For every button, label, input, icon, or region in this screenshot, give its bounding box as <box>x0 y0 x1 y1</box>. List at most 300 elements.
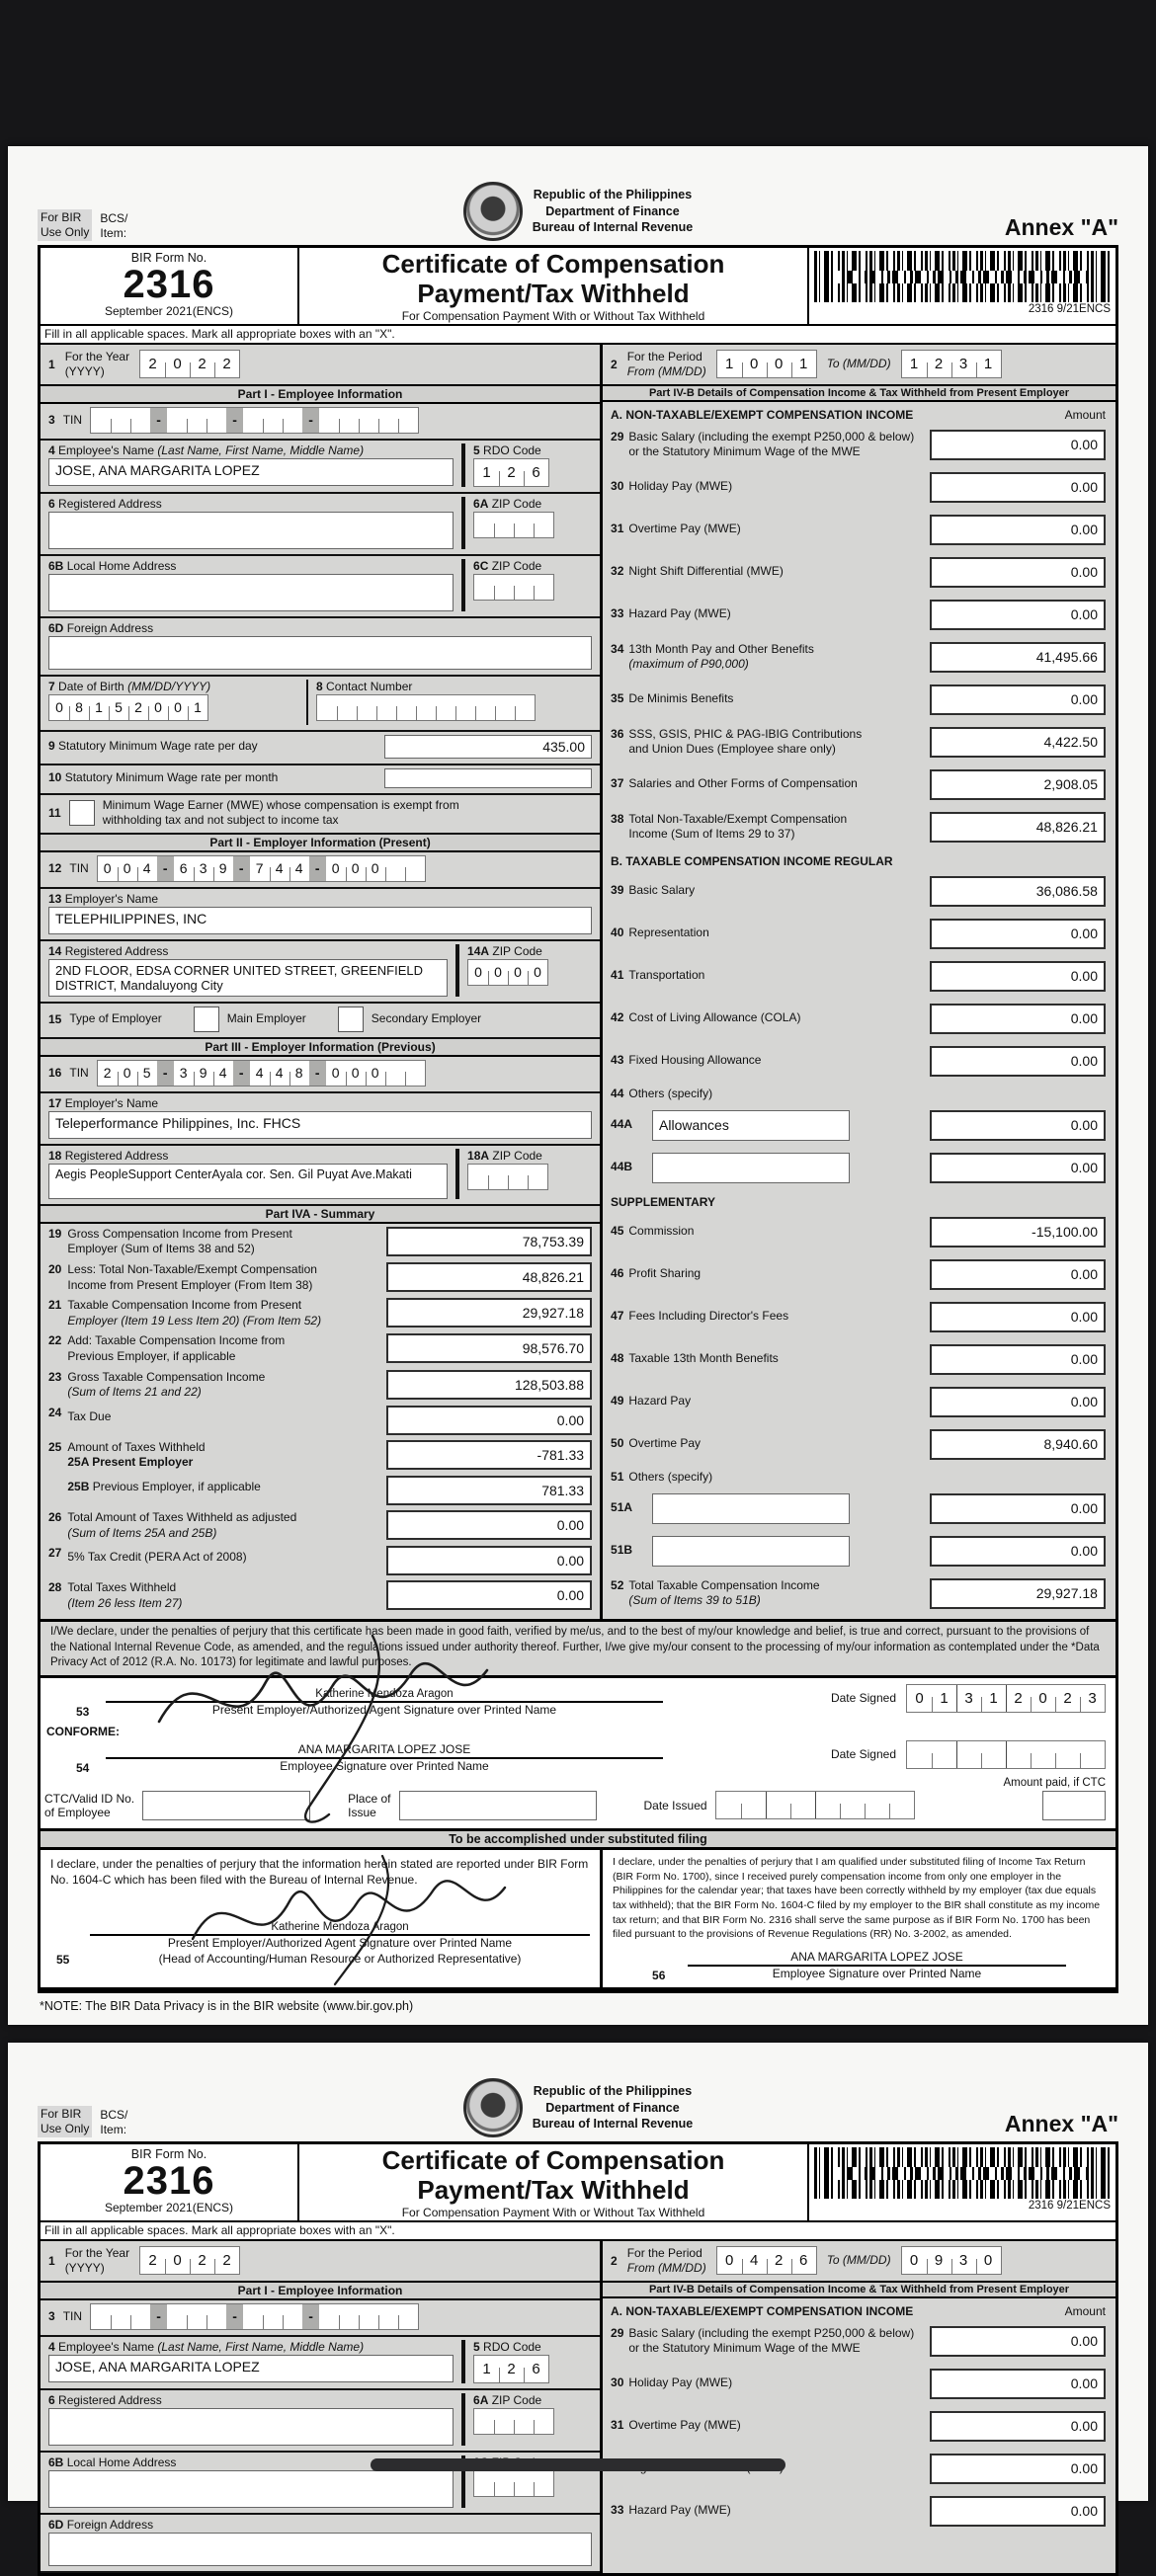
comb-cell[interactable]: 3 <box>194 856 213 881</box>
zip-comb-6a[interactable] <box>473 2408 554 2435</box>
section-b-header: B. TAXABLE COMPENSATION INCOME REGULAR <box>611 853 893 868</box>
comb-cell[interactable] <box>494 2471 514 2496</box>
conforme-label: CONFORME: <box>46 1724 120 1738</box>
comb-cell[interactable] <box>716 1792 741 1818</box>
employer-present-address-input[interactable]: 2ND FLOOR, EDSA CORNER UNITED STREET, GREENFIELD DISTRICT, Mandaluyong City <box>48 959 448 997</box>
comb-cell[interactable]: 1 <box>474 2356 499 2382</box>
dob-comb[interactable] <box>48 694 208 721</box>
comb-cell[interactable] <box>956 1741 981 1768</box>
form-header-strip <box>38 2072 1118 2137</box>
signature-56-printed-name: ANA MARGARITA LOPEZ JOSE <box>688 1950 1066 1967</box>
signature-56-label: Employee Signature over Printed Name <box>772 1966 982 1980</box>
comb-cell[interactable] <box>385 1061 405 1086</box>
comb-cell[interactable]: 0 <box>528 960 547 985</box>
row-40: 40 Representation 0.00 <box>603 913 1115 955</box>
comb-cell[interactable] <box>283 2304 302 2329</box>
tin-dash: - <box>150 2304 167 2329</box>
zip-comb-6c[interactable] <box>473 2470 554 2497</box>
amount-box-29[interactable]: 0.00 <box>930 430 1106 460</box>
comb-cell[interactable] <box>396 695 416 720</box>
comb-cell[interactable] <box>1055 1741 1080 1768</box>
ctc-id-input[interactable] <box>142 1791 310 1820</box>
period-to-comb[interactable] <box>901 2246 1002 2275</box>
comb-cell[interactable]: 4 <box>270 1061 289 1086</box>
amount-box-36[interactable]: 4,422.50 <box>930 727 1106 758</box>
comb-cell[interactable] <box>534 513 553 537</box>
comb-cell[interactable]: 4 <box>289 856 309 881</box>
registered-address-input[interactable] <box>48 512 454 549</box>
comb-cell[interactable]: 0 <box>508 960 528 985</box>
row-30: 30 Holiday Pay (MWE) 0.00 <box>603 2363 1115 2405</box>
amount-box-42[interactable]: 0.00 <box>930 1004 1106 1034</box>
comb-cell[interactable] <box>111 408 130 433</box>
bcs-box: For BIR Use Only BCS/ Item: <box>38 2106 285 2137</box>
zip-comb-6c[interactable] <box>473 574 554 601</box>
form-number-box: BIR Form No. 2316 September 2021(ENCS) <box>41 248 299 324</box>
ctc-row: CTC/Valid ID No. of Employee Place of Issue Date Issued <box>41 1789 1115 1828</box>
summary-box-20[interactable]: 48,826.21 <box>386 1262 592 1292</box>
comb-cell[interactable] <box>376 695 396 720</box>
date-signed-54-comb[interactable] <box>906 1740 1106 1769</box>
comb-cell[interactable]: 3 <box>174 1061 194 1086</box>
field-year: 1 For the Year (YYYY) 2 0 2 2 <box>41 345 603 384</box>
comb-cell[interactable]: 0 <box>165 351 190 377</box>
contact-comb[interactable] <box>316 694 536 721</box>
comb-cell[interactable] <box>319 408 339 433</box>
secondary-employer-checkbox[interactable] <box>338 1006 364 1032</box>
comb-cell[interactable]: 4 <box>270 856 289 881</box>
comb-cell[interactable] <box>187 408 206 433</box>
amount-box-51b[interactable]: 0.00 <box>930 1536 1106 1567</box>
comb-cell[interactable]: 0 <box>468 960 488 985</box>
period-from-comb[interactable] <box>716 2246 817 2275</box>
row-36: 36 SSS, GSIS, PHIC & PAG-IBIG Contributions and Union Dues (Employee share only) 4,422.50 <box>603 721 1115 764</box>
amount-box-50[interactable]: 8,940.60 <box>930 1429 1106 1460</box>
comb-cell[interactable] <box>378 2304 398 2329</box>
comb-cell[interactable] <box>474 513 494 537</box>
summary-row-21: 21 Taxable Compensation Income from Present Employer (Item 19 Less Item 20) (From Item 52) 29,927.18 <box>41 1295 600 1330</box>
amount-box-48[interactable]: 0.00 <box>930 1344 1106 1375</box>
comb-cell[interactable]: 2 <box>499 2356 524 2382</box>
comb-cell[interactable]: 6 <box>791 2247 816 2274</box>
employer-previous-address-input[interactable]: Aegis PeopleSupport CenterAyala cor. Sen. Gil Puyat Ave.Makati <box>48 1164 448 1199</box>
comb-cell[interactable] <box>508 1165 528 1189</box>
wage-per-day-input[interactable]: 435.00 <box>384 735 592 759</box>
comb-cell[interactable]: 0 <box>907 1685 932 1712</box>
date-signed-53-comb[interactable] <box>906 1684 1106 1713</box>
employee-name-input[interactable]: JOSE, ANA MARGARITA LOPEZ <box>48 458 454 486</box>
local-home-address-input[interactable] <box>48 2470 454 2508</box>
comb-cell[interactable]: 2 <box>1006 1685 1031 1712</box>
comb-cell[interactable] <box>339 2304 359 2329</box>
amount-box-41[interactable]: 0.00 <box>930 961 1106 992</box>
fill-instruction: Fill in all applicable spaces. Mark all appropriate boxes with an "X". <box>41 326 1115 345</box>
row-30: 30 Holiday Pay (MWE) 0.00 <box>603 466 1115 509</box>
comb-cell[interactable]: 3 <box>956 1685 981 1712</box>
comb-cell[interactable]: 0 <box>346 1061 366 1086</box>
comb-cell[interactable] <box>790 1792 815 1818</box>
comb-cell[interactable] <box>889 1792 914 1818</box>
comb-cell[interactable]: 2 <box>214 2247 239 2274</box>
comb-cell[interactable]: 7 <box>250 856 270 881</box>
rdo-comb[interactable] <box>473 2355 549 2383</box>
comb-cell[interactable]: 0 <box>118 1061 137 1086</box>
tin-dash: - <box>233 1061 250 1086</box>
comb-cell[interactable]: 5 <box>137 1061 157 1086</box>
comb-cell[interactable] <box>495 695 515 720</box>
amount-box-34[interactable]: 41,495.66 <box>930 642 1106 673</box>
comb-cell[interactable] <box>111 2304 130 2329</box>
part4a-header: Part IVA - Summary <box>41 1206 600 1224</box>
amount-box-44b[interactable]: 0.00 <box>930 1153 1106 1183</box>
zip-comb-14a[interactable] <box>467 959 548 986</box>
comb-cell[interactable]: 0 <box>98 856 118 881</box>
comb-cell[interactable]: 0 <box>742 351 767 377</box>
comb-cell[interactable] <box>455 695 475 720</box>
comb-cell[interactable]: 0 <box>717 2247 742 2274</box>
comb-cell[interactable]: 1 <box>89 695 109 720</box>
part4b-header: Part IV-B Details of Compensation Income & Tax Withheld from Present Employer <box>603 386 1115 402</box>
comb-cell[interactable] <box>815 1792 840 1818</box>
substituted-filing-section <box>41 1850 1115 1990</box>
comb-cell[interactable]: 0 <box>902 2247 927 2274</box>
barcode-box <box>807 2144 1115 2220</box>
comb-cell[interactable]: 8 <box>69 695 89 720</box>
comb-cell[interactable] <box>534 575 553 600</box>
comb-cell[interactable] <box>1006 1741 1031 1768</box>
comb-cell[interactable]: 6 <box>524 459 548 486</box>
date-issued-comb[interactable] <box>715 1791 915 1819</box>
comb-cell[interactable] <box>167 408 187 433</box>
tin-comb-employee[interactable] <box>90 407 419 434</box>
summary-box-19[interactable]: 78,753.39 <box>386 1227 592 1256</box>
comb-cell[interactable] <box>263 2304 283 2329</box>
comb-cell[interactable]: 1 <box>976 351 1001 377</box>
comb-cell[interactable] <box>385 856 405 881</box>
comb-cell[interactable]: 3 <box>951 2247 976 2274</box>
amount-box-37[interactable]: 2,908.05 <box>930 769 1106 800</box>
comb-cell[interactable]: 0 <box>767 351 791 377</box>
comb-cell[interactable]: 0 <box>1031 1685 1055 1712</box>
comb-cell[interactable]: 8 <box>289 1061 309 1086</box>
field-tin-employee: 3 TIN - - - <box>41 2300 600 2337</box>
amount-box-51a[interactable]: 0.00 <box>930 1493 1106 1524</box>
comb-cell[interactable]: 0 <box>976 2247 1001 2274</box>
comb-cell[interactable] <box>405 856 425 881</box>
comb-cell[interactable] <box>339 408 359 433</box>
field-employer-previous-name: 17 Employer's Name Teleperformance Philippines, Inc. FHCS <box>41 1093 600 1146</box>
comb-cell[interactable]: 1 <box>791 351 816 377</box>
comb-cell[interactable]: 0 <box>366 856 385 881</box>
comb-cell[interactable] <box>475 695 495 720</box>
comb-cell[interactable]: 4 <box>213 1061 233 1086</box>
row-47: 47 Fees Including Director's Fees 0.00 <box>603 1296 1115 1338</box>
comb-cell[interactable] <box>317 695 337 720</box>
field-tin-employee: 3 TIN - - - <box>41 404 600 441</box>
amount-box-45[interactable]: -15,100.00 <box>930 1217 1106 1248</box>
comb-cell[interactable]: 6 <box>524 2356 548 2382</box>
comb-cell[interactable] <box>1080 1741 1105 1768</box>
comb-cell[interactable]: 0 <box>326 856 346 881</box>
summary-box-21[interactable]: 29,927.18 <box>386 1298 592 1328</box>
comb-cell[interactable]: 1 <box>902 351 927 377</box>
foreign-address-input[interactable] <box>48 2533 592 2566</box>
comb-cell[interactable] <box>474 575 494 600</box>
field-registered-address: 6 Registered Address 6A ZIP Code <box>41 494 600 556</box>
comb-cell[interactable] <box>319 2304 339 2329</box>
comb-cell[interactable] <box>494 2409 514 2434</box>
comb-cell[interactable]: 0 <box>148 695 168 720</box>
comb-cell[interactable]: 2 <box>98 1061 118 1086</box>
comb-cell[interactable]: 1 <box>474 459 499 486</box>
row-43: 43 Fixed Housing Allowance 0.00 <box>603 1040 1115 1083</box>
specify-box-44b[interactable] <box>652 1153 850 1183</box>
comb-cell[interactable] <box>514 2471 534 2496</box>
tin-dash: - <box>302 408 319 433</box>
registered-address-input[interactable] <box>48 2408 454 2446</box>
field-employer-previous-address: 18 Registered Address Aegis PeopleSupport CenterAyala cor. Sen. Gil Puyat Ave.Makati 18A ZIP Code <box>41 1146 600 1206</box>
comb-cell[interactable]: 2 <box>140 2247 165 2274</box>
employer-present-name-input[interactable]: TELEPHILIPPINES, INC <box>48 907 592 934</box>
tin-comb-employee[interactable] <box>90 2303 419 2330</box>
comb-cell[interactable] <box>263 408 283 433</box>
comb-cell[interactable]: 4 <box>250 1061 270 1086</box>
zip-comb-18a[interactable] <box>467 1164 548 1190</box>
comb-cell[interactable]: 2 <box>1055 1685 1080 1712</box>
comb-cell[interactable] <box>359 2304 378 2329</box>
comb-cell[interactable] <box>337 695 357 720</box>
amount-box-38[interactable]: 48,826.21 <box>930 812 1106 843</box>
comb-cell[interactable]: 2 <box>140 351 165 377</box>
comb-cell[interactable] <box>436 695 455 720</box>
comb-cell[interactable] <box>398 408 418 433</box>
local-home-address-input[interactable] <box>48 574 454 611</box>
amount-box-47[interactable]: 0.00 <box>930 1302 1106 1332</box>
tin-dash: - <box>309 856 326 881</box>
comb-cell[interactable] <box>187 2304 206 2329</box>
main-employer-checkbox[interactable] <box>194 1006 219 1032</box>
comb-cell[interactable] <box>515 695 535 720</box>
comb-cell[interactable]: 0 <box>346 856 366 881</box>
comb-cell[interactable]: 4 <box>742 2247 767 2274</box>
comb-cell[interactable] <box>488 1165 508 1189</box>
specify-box-44a[interactable]: Allowances <box>652 1110 850 1141</box>
tin-dash: - <box>226 408 243 433</box>
comb-cell[interactable] <box>766 1792 790 1818</box>
comb-cell[interactable]: 3 <box>951 351 976 377</box>
comb-cell[interactable]: 2 <box>190 351 214 377</box>
amount-box-30[interactable]: 0.00 <box>930 472 1106 503</box>
signature-53-label: Present Employer/Authorized Agent Signature over Printed Name <box>211 1703 557 1718</box>
comb-cell[interactable] <box>130 408 150 433</box>
comb-cell[interactable] <box>398 2304 418 2329</box>
field-employee-name: 4 Employee's Name (Last Name, First Name, Middle Name) JOSE, ANA MARGARITA LOPEZ 5 RDO Code 1 2 6 <box>41 2337 600 2390</box>
comb-cell[interactable] <box>416 695 436 720</box>
place-of-issue-input[interactable] <box>399 1791 597 1820</box>
comb-cell[interactable] <box>932 1741 956 1768</box>
employer-previous-name-input[interactable]: Teleperformance Philippines, Inc. FHCS <box>48 1111 592 1139</box>
comb-cell[interactable]: 0 <box>118 856 137 881</box>
comb-cell[interactable]: 0 <box>488 960 508 985</box>
period-from-comb[interactable] <box>716 350 817 378</box>
comb-cell[interactable] <box>91 2304 111 2329</box>
summary-box-22[interactable]: 98,576.70 <box>386 1333 592 1363</box>
comb-cell[interactable] <box>981 1741 1006 1768</box>
tin-dash: - <box>157 856 174 881</box>
document-page-2 <box>8 2043 1148 2532</box>
comb-cell[interactable] <box>514 513 534 537</box>
comb-cell[interactable]: 6 <box>174 856 194 881</box>
comb-cell[interactable]: 2 <box>499 459 524 486</box>
tin-dash: - <box>150 408 167 433</box>
year-comb[interactable] <box>139 2246 240 2275</box>
part1-header: Part I - Employee Information <box>41 386 600 404</box>
signature-53-printed-name: Katherine Mendoza Aragon <box>106 1688 663 1703</box>
foreign-address-input[interactable] <box>48 636 592 670</box>
field-foreign-address: 6D Foreign Address <box>41 618 600 677</box>
period-to-comb[interactable] <box>901 350 1002 378</box>
employee-declaration-cell: I declare, under the penalties of perjury that I am qualified under substituted filing of Income Tax Return (BIR Form No. 1700), since I received purely compensation income from only one employer in the Philippines for the calendar year; that taxes have been correctly withheld by my employer (tax due equals tax withheld); that the BIR Form No. 1604-C filed by my employer to the BIR shall constitute as my income tax return; and that BIR Form No. 2316 shall serve the same purpose as if BIR Form No. 1700 has been filed pursuant to the provisions of Revenue Regulations (RR) No. 3-2002, as amended. 56 ANA MARGARITA LOPEZ JOSE Employee Signature over Printed Name <box>613 1855 1101 1982</box>
comb-cell[interactable]: 2 <box>128 695 148 720</box>
comb-cell[interactable]: 9 <box>194 1061 213 1086</box>
comb-cell[interactable]: 1 <box>717 351 742 377</box>
field-employer-present-name: 13 Employer's Name TELEPHILIPPINES, INC <box>41 889 600 941</box>
comb-cell[interactable]: 0 <box>366 1061 385 1086</box>
comb-cell[interactable] <box>494 513 514 537</box>
summary-box-24[interactable]: 0.00 <box>386 1406 592 1435</box>
comb-cell[interactable]: 3 <box>1080 1685 1105 1712</box>
amount-box-44a[interactable]: 0.00 <box>930 1110 1106 1141</box>
amount-box-43[interactable]: 0.00 <box>930 1046 1106 1077</box>
comb-cell[interactable]: 2 <box>767 2247 791 2274</box>
summary-row-22: 22 Add: Taxable Compensation Income from Previous Employer, if applicable 98,576.70 <box>41 1330 600 1366</box>
comb-cell[interactable] <box>206 2304 226 2329</box>
tin-comb-present[interactable] <box>97 855 426 882</box>
form-number-box: BIR Form No. 2316 September 2021(ENCS) <box>41 2144 299 2220</box>
comb-cell[interactable] <box>514 575 534 600</box>
ctc-amount-input[interactable] <box>1042 1791 1106 1820</box>
amount-box-49[interactable]: 0.00 <box>930 1387 1106 1417</box>
barcode <box>814 2147 1111 2199</box>
comb-cell[interactable] <box>357 695 376 720</box>
comb-cell[interactable]: 0 <box>49 695 69 720</box>
field-wage-per-month: 10 Statutory Minimum Wage rate per month <box>41 765 600 795</box>
comb-cell[interactable]: 1 <box>188 695 207 720</box>
bir-seal-icon <box>463 2078 523 2137</box>
compensation-column <box>603 386 1115 1620</box>
comb-cell[interactable]: 5 <box>109 695 128 720</box>
mwe-checkbox[interactable] <box>69 800 95 826</box>
amount-box-52[interactable]: 29,927.18 <box>930 1578 1106 1609</box>
compensation-column <box>603 2283 1115 2573</box>
amount-box-29[interactable]: 0.00 <box>930 2326 1106 2357</box>
comb-cell[interactable] <box>907 1741 932 1768</box>
amount-box-30[interactable]: 0.00 <box>930 2369 1106 2399</box>
comb-cell[interactable]: 2 <box>190 2247 214 2274</box>
comb-cell[interactable]: 0 <box>168 695 188 720</box>
comb-cell[interactable] <box>283 408 302 433</box>
comb-cell[interactable] <box>405 1061 425 1086</box>
amount-box-33[interactable]: 0.00 <box>930 600 1106 630</box>
summary-box-26[interactable]: 0.00 <box>386 1510 592 1540</box>
row-46: 46 Profit Sharing 0.00 <box>603 1253 1115 1296</box>
comb-cell[interactable] <box>130 2304 150 2329</box>
amount-box-39[interactable]: 36,086.58 <box>930 876 1106 907</box>
comb-cell[interactable]: 2 <box>927 351 951 377</box>
amount-box-32[interactable]: 0.00 <box>930 2454 1106 2484</box>
specify-box-51b[interactable] <box>652 1536 850 1567</box>
amount-box-32[interactable]: 0.00 <box>930 557 1106 588</box>
field-tin-present-employer: 12 TIN 0 0 4 - 6 3 9 - 7 4 4 - 0 0 0 <box>41 852 600 889</box>
tin-comb-previous[interactable] <box>97 1060 426 1087</box>
row-44b: 44B 0.00 <box>603 1147 1115 1189</box>
employee-name-input[interactable]: JOSE, ANA MARGARITA LOPEZ <box>48 2355 454 2382</box>
comb-cell[interactable] <box>243 2304 263 2329</box>
year-comb[interactable] <box>139 350 240 378</box>
comb-cell[interactable] <box>1031 1741 1055 1768</box>
summary-box-28[interactable]: 0.00 <box>386 1580 592 1610</box>
comb-cell[interactable] <box>91 408 111 433</box>
comb-cell[interactable]: 9 <box>213 856 233 881</box>
rdo-comb[interactable] <box>473 458 549 487</box>
comb-cell[interactable]: 2 <box>214 351 239 377</box>
field-registered-address: 6 Registered Address 6A ZIP Code <box>41 2390 600 2453</box>
summary-box-23[interactable]: 128,503.88 <box>386 1370 592 1400</box>
comb-cell[interactable] <box>534 2409 553 2434</box>
comb-cell[interactable] <box>206 408 226 433</box>
amount-box-33[interactable]: 0.00 <box>930 2496 1106 2527</box>
summary-box-27[interactable]: 0.00 <box>386 1546 592 1575</box>
zip-comb-6a[interactable] <box>473 512 554 538</box>
comb-cell[interactable]: 4 <box>137 856 157 881</box>
comb-cell[interactable] <box>528 1165 547 1189</box>
comb-cell[interactable]: 9 <box>927 2247 951 2274</box>
tin-dash: - <box>309 1061 326 1086</box>
comb-cell[interactable] <box>840 1792 865 1818</box>
comb-cell[interactable] <box>865 1792 889 1818</box>
summary-box-25b[interactable]: 781.33 <box>386 1476 592 1505</box>
comb-cell[interactable]: 0 <box>326 1061 346 1086</box>
comb-cell[interactable] <box>468 1165 488 1189</box>
amount-box-31[interactable]: 0.00 <box>930 515 1106 545</box>
comb-cell[interactable] <box>378 408 398 433</box>
comb-cell[interactable] <box>359 408 378 433</box>
amount-box-40[interactable]: 0.00 <box>930 919 1106 949</box>
comb-cell[interactable]: 1 <box>981 1685 1006 1712</box>
signature-area <box>41 1678 1115 1775</box>
comb-cell[interactable] <box>534 2471 553 2496</box>
comb-cell[interactable] <box>474 2409 494 2434</box>
specify-box-51a[interactable] <box>652 1493 850 1524</box>
comb-cell[interactable]: 0 <box>165 2247 190 2274</box>
amount-box-35[interactable]: 0.00 <box>930 684 1106 715</box>
barcode-caption: 2316 9/21ENCS <box>1028 303 1111 315</box>
summary-box-25a[interactable]: -781.33 <box>386 1440 592 1470</box>
comb-cell[interactable] <box>514 2409 534 2434</box>
home-indicator[interactable] <box>371 2458 785 2471</box>
comb-cell[interactable] <box>167 2304 187 2329</box>
comb-cell[interactable] <box>243 408 263 433</box>
comb-cell[interactable] <box>741 1792 766 1818</box>
row-44a: 44A Allowances 0.00 <box>603 1104 1115 1147</box>
amount-box-46[interactable]: 0.00 <box>930 1259 1106 1290</box>
comb-cell[interactable] <box>494 575 514 600</box>
row-45: 45 Commission -15,100.00 <box>603 1211 1115 1253</box>
wage-per-month-input[interactable] <box>384 768 592 788</box>
comb-cell[interactable] <box>474 2471 494 2496</box>
amount-box-31[interactable]: 0.00 <box>930 2411 1106 2442</box>
comb-cell[interactable]: 1 <box>932 1685 956 1712</box>
